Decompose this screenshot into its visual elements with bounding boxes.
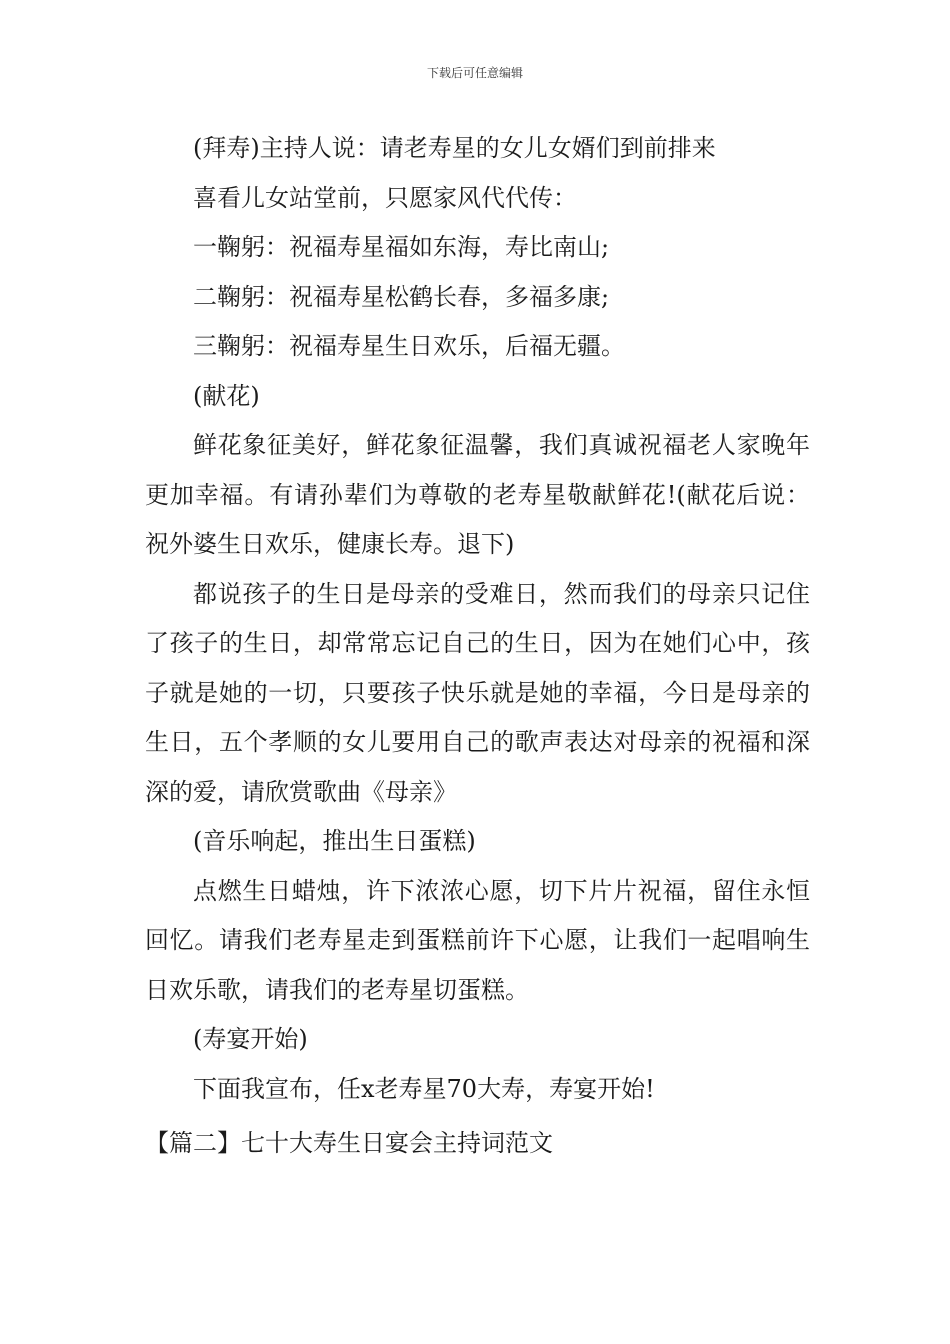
page-header: 下载后可任意编辑 [426, 66, 523, 80]
paragraph-banquet: 下面我宣布，任x老寿星70大寿，寿宴开始! [193, 1074, 655, 1103]
document-body [145, 124, 810, 1114]
paragraph-cake: 点燃生日蜡烛，许下浓浓心愿，切下片片祝福，留住永恒回忆。请我们老寿星走到蛋糕前许下心愿，让我们一起唱响生日欢乐歌，请我们的老寿星切蛋糕。 [145, 876, 810, 1004]
paragraph-bow-3: 三鞠躬：祝福寿星生日欢乐，后福无疆。 [193, 332, 625, 360]
paragraph-bow-2: 二鞠躬：祝福寿星松鹤长春，多福多康; [193, 282, 610, 311]
paragraph-bow-1: 一鞠躬：祝福寿星福如东海，寿比南山; [193, 233, 610, 261]
paragraph-mother: 都说孩子的生日是母亲的受难日，然而我们的母亲只记住了孩子的生日，却常常忘记自己的生日，因为在她们心中，孩子就是她的一切，只要孩子快乐就是她的幸福，今日是母亲的生日，五个孝顺的女儿要用自己的歌声表达对母亲的祝福和深深的爱，请欣赏歌曲《母亲》 [145, 579, 810, 806]
paragraph-bow-intro: (拜寿)主持人说：请老寿星的女儿女婿们到前排来 [193, 134, 716, 162]
paragraph-family: 喜看儿女站堂前，只愿家风代代传： [193, 183, 577, 212]
section-heading: 【篇二】七十大寿生日宴会主持词范文 [145, 1129, 553, 1157]
paragraph-cake-cue: (音乐响起，推出生日蛋糕) [193, 827, 476, 855]
paragraph-banquet-cue: (寿宴开始) [193, 1025, 308, 1053]
paragraph-flowers: 鲜花象征美好，鲜花象征温馨，我们真诚祝福老人家晚年更加幸福。有请孙辈们为尊敬的老寿星敬献鲜花!(献花后说：祝外婆生日欢乐，健康长寿。退下) [145, 431, 810, 558]
paragraph-flowers-cue: (献花) [193, 381, 260, 410]
